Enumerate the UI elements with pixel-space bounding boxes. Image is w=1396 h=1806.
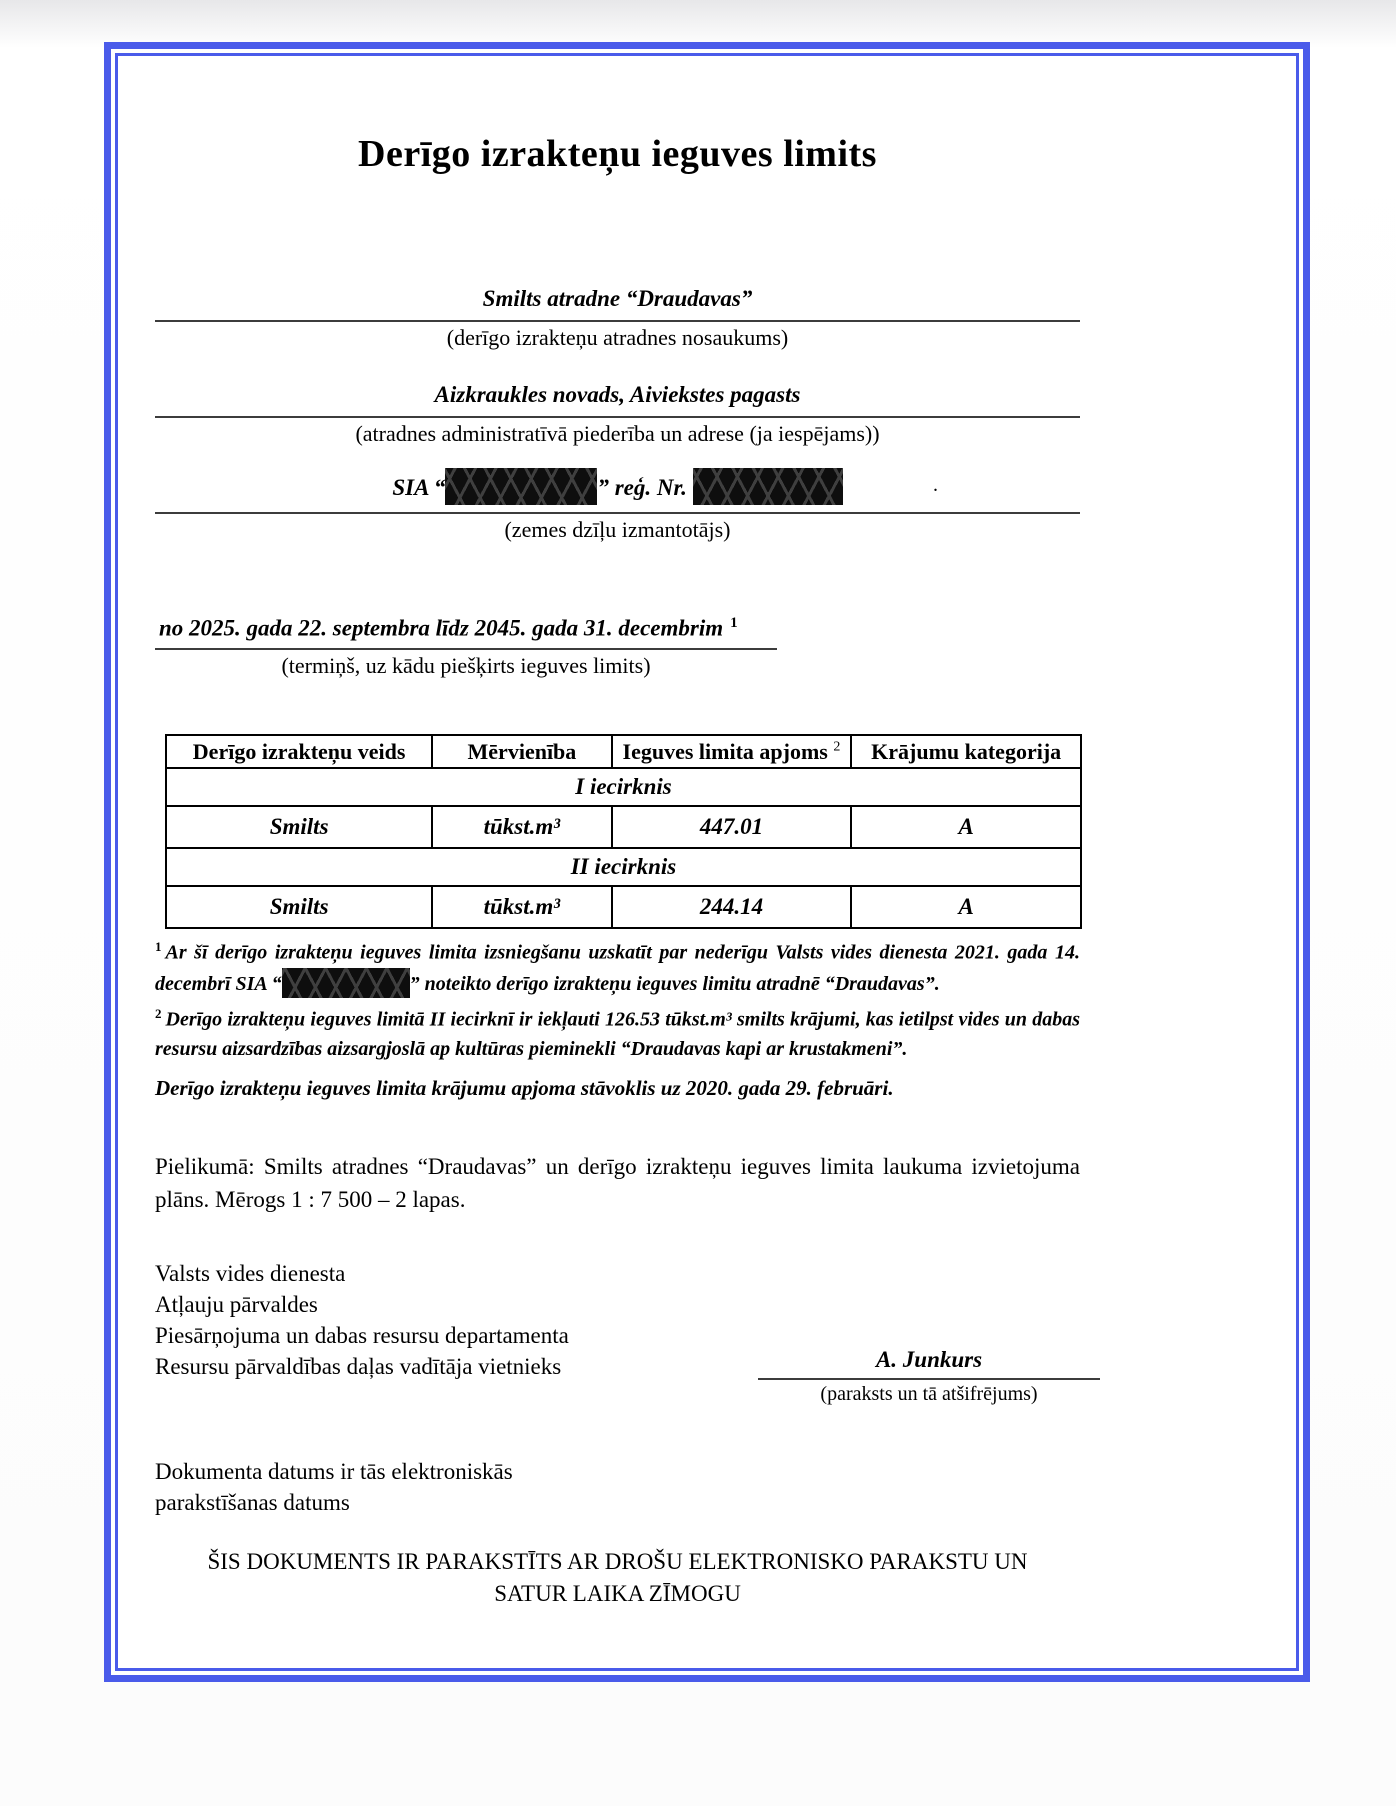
footnote-ref-1: 1 <box>730 615 738 631</box>
field-location <box>155 380 1080 447</box>
limit-table <box>165 734 1082 929</box>
reserves-status-line: Derīgo izrakteņu ieguves limita krājumu apjoma stāvoklis uz 2020. gada 29. februāri. <box>155 1076 894 1100</box>
signer-name: A. Junkurs <box>758 1346 1100 1380</box>
section-row-2 <box>166 848 1081 886</box>
table-header-row <box>166 735 1081 768</box>
org-line: Resursu pārvaldības daļas vadītāja vietnieks <box>155 1354 562 1379</box>
header-unit: Mērvienība <box>432 735 611 768</box>
section-row-1 <box>166 768 1081 806</box>
org-line: Atļauju pārvaldes <box>155 1292 318 1317</box>
electronic-signature-statement: ŠIS DOKUMENTS IR PARAKSTĪTS AR DROŠU ELEKTRONISKO PARAKSTU UN SATUR LAIKA ZĪMOGU <box>207 1549 1028 1606</box>
reg-nr-label: ” reģ. Nr. <box>597 475 693 500</box>
cell-mineral: Smilts <box>166 806 432 848</box>
subsoil-user-caption: (zemes dzīļu izmantotājs) <box>504 517 731 542</box>
cell-unit: tūkst.m³ <box>432 806 611 848</box>
org-line: Piesārņojuma un dabas resursu departamenta <box>155 1323 569 1348</box>
field-deposit-name <box>155 284 1080 351</box>
term-caption: (termiņš, uz kādu piešķirts ieguves limits) <box>281 652 651 678</box>
footnote-1: $^1$ Ar šī derīgo izrakteņu ieguves limita izsniegšanu uzskatīt par nederīgu Valsts vides dienesta 2021. gada 14. decembrī SIA “ ” noteikto derīgo izrakteņu ieguves limitu atradnē “Draudavas”. <box>155 932 1080 999</box>
cell-unit: tūkst.m³ <box>432 886 611 928</box>
location-caption: (atradnes administratīvā piederība un adrese (ja iespējams)) <box>355 421 880 446</box>
page-border-inner <box>115 53 1299 1671</box>
org-line: Valsts vides dienesta <box>155 1261 346 1286</box>
section-label: II iecirknis <box>166 848 1081 886</box>
redacted-reg-number <box>693 468 843 505</box>
header-mineral-type: Derīgo izrakteņu veids <box>166 735 432 768</box>
company-prefix: SIA “ <box>392 475 446 500</box>
signature-caption: (paraksts un tā atšifrējums) <box>820 1383 1038 1405</box>
document-date-note: Dokumenta datums ir tās elektroniskās parakstīšanas datums <box>155 1459 513 1515</box>
location-value: Aizkraukles novads, Aiviekstes pagasts <box>155 380 1080 418</box>
stray-dot: . <box>933 474 938 496</box>
term-value: no 2025. gada 22. septembra līdz 2045. gada 31. decembrim $^1$ <box>155 608 777 650</box>
deposit-name-caption: (derīgo izrakteņu atradnes nosaukums) <box>446 325 789 350</box>
field-term <box>155 608 1080 679</box>
footnotes <box>155 932 1080 1064</box>
redacted-company-name <box>282 968 410 998</box>
attachment-paragraph: Pielikumā: Smilts atradnes “Draudavas” un derīgo izrakteņu ieguves limita laukuma izvietojuma plāns. Mērogs 1 : 7 500 – 2 lapas. <box>155 1154 1080 1212</box>
document-title: Derīgo izrakteņu ieguves limits <box>358 133 877 175</box>
footnote-2: $^2$ Derīgo izrakteņu ieguves limitā II iecirknī ir iekļauti 126.53 tūkst.m³ smilts krājumi, kas ietilpst vides un dabas resursu aizsardzības aizsargjoslā ap kultūras pieminekli “Draudavas kapi ar krustakmeni”. <box>155 1005 1080 1061</box>
signature-block <box>758 1346 1100 1406</box>
cell-amount: 447.01 <box>612 806 852 848</box>
footnote-2-marker: 2 <box>155 1005 162 1021</box>
cell-category: A <box>851 806 1081 848</box>
document-page <box>104 42 1310 1682</box>
cell-amount: 244.14 <box>612 886 852 928</box>
deposit-name-value: Smilts atradne “Draudavas” <box>155 284 1080 322</box>
cell-category: A <box>851 886 1081 928</box>
cell-mineral: Smilts <box>166 886 432 928</box>
header-reserve-category: Krājumu kategorija <box>851 735 1081 768</box>
table-row <box>166 886 1081 928</box>
footnote-ref-2: 2 <box>833 739 841 755</box>
header-limit-amount: Ieguves limita apjoms $^2$ <box>612 735 852 768</box>
footnote-1-marker: 1 <box>155 939 162 954</box>
section-label: I iecirknis <box>166 768 1081 806</box>
redacted-company-name <box>445 468 597 505</box>
table-row <box>166 806 1081 848</box>
